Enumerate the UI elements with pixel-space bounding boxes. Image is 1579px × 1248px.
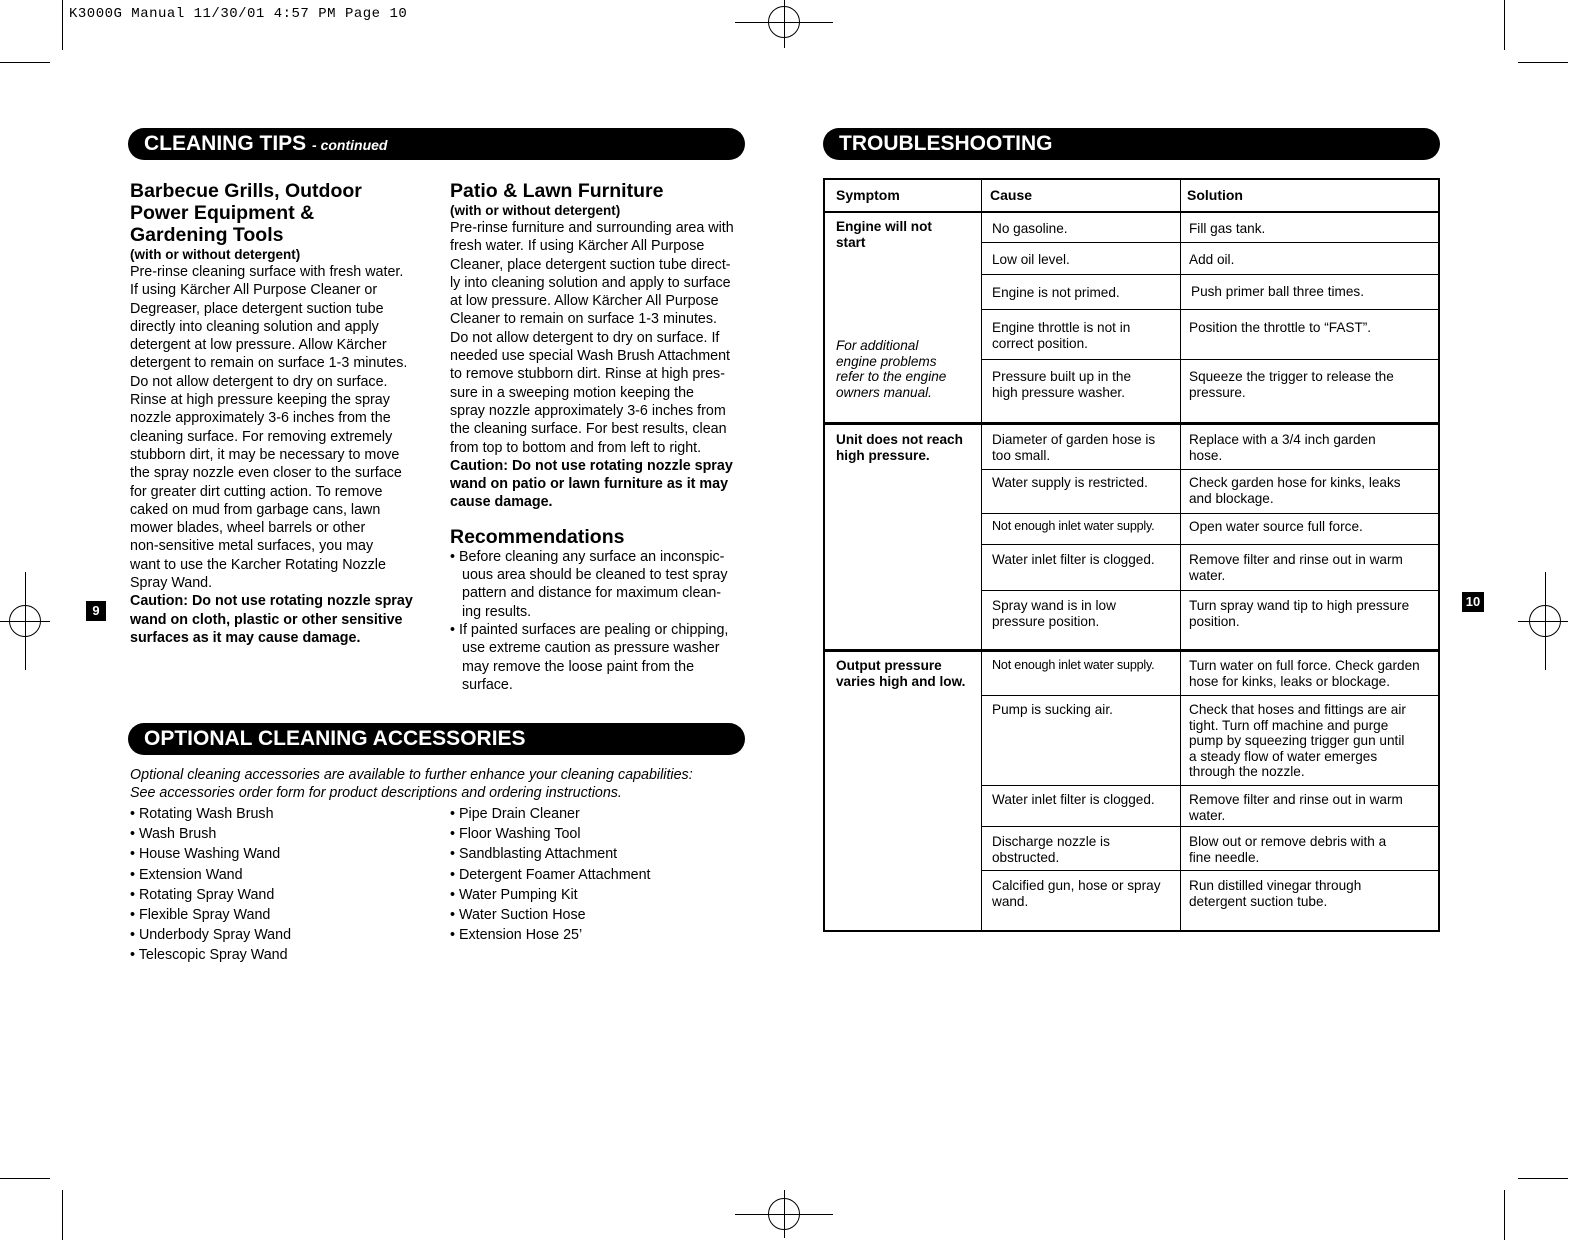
list-item: • Floor Washing Tool <box>450 826 581 843</box>
header-symptom: Symptom <box>836 187 900 203</box>
symptom-engine-will-not-start: Engine will not start <box>836 219 932 250</box>
list-item: • Water Suction Hose <box>450 907 586 924</box>
bbq-heading: Barbecue Grills, Outdoor Power Equipment & Gardening Tools <box>130 180 362 246</box>
banner-title: CLEANING TIPS <box>144 132 307 155</box>
list-item: • Telescopic Spray Wand <box>130 947 288 964</box>
cause-cell: Water inlet filter is clogged. <box>992 792 1155 807</box>
list-item: • Rotating Wash Brush <box>130 806 274 822</box>
list-item: • Underbody Spray Wand <box>130 927 292 944</box>
header-cause: Cause <box>990 187 1033 203</box>
symptom-unit-does-not-reach-high-pressure: Unit does not reach high pressure. <box>836 432 963 463</box>
cause-cell: No gasoline. <box>992 221 1068 236</box>
cause-cell: Water supply is restricted. <box>992 475 1148 490</box>
symptom-output-pressure-varies: Output pressure varies high and low. <box>836 658 966 689</box>
solution-cell: Open water source full force. <box>1189 519 1363 534</box>
cause-cell: Spray wand is in low pressure position. <box>992 598 1116 629</box>
solution-cell: Check that hoses and fittings are air tight. Turn off machine and purge pump by squeezing trigger gun until a steady flow of water emerges through the nozzle. <box>1189 702 1406 780</box>
cause-cell: Low oil level. <box>992 252 1070 267</box>
list-item: • Detergent Foamer Attachment <box>450 866 651 883</box>
cause-cell: Water inlet filter is clogged. <box>992 552 1155 567</box>
list-item: • Sandblasting Attachment <box>450 846 618 863</box>
accessories-list-left <box>130 804 430 966</box>
cleaning-tips-banner <box>128 128 745 160</box>
recommendations-heading: Recommendations <box>450 525 625 548</box>
solution-cell: Remove filter and rinse out in warm water. <box>1189 552 1403 583</box>
troubleshooting-table <box>823 178 1440 932</box>
patio-heading: Patio & Lawn Furniture <box>450 180 664 202</box>
solution-cell: Add oil. <box>1189 252 1235 267</box>
bbq-subheading: (with or without detergent) <box>130 247 301 262</box>
list-item: • Wash Brush <box>130 826 217 843</box>
list-item: • Extension Hose 25’ <box>450 927 583 944</box>
cause-cell: Not enough inlet water supply. <box>992 519 1155 533</box>
accessories-intro: Optional cleaning accessories are available to further enhance your cleaning capabilities: See accessories order form for product descriptions and ordering instructions. <box>130 767 693 802</box>
cause-cell: Pressure built up in the high pressure washer. <box>992 369 1132 400</box>
bbq-caution: Caution: Do not use rotating nozzle spray wand on cloth, plastic or other sensitive surfaces as it may cause damage. <box>130 593 413 646</box>
bbq-section <box>130 180 430 647</box>
list-item: • Extension Wand <box>130 866 243 883</box>
list-item: • Rotating Spray Wand <box>130 886 275 903</box>
patio-section <box>450 180 750 694</box>
print-slug: K3000G Manual 11/30/01 4:57 PM Page 10 <box>69 6 408 22</box>
solution-cell: Check garden hose for kinks, leaks and blockage. <box>1189 475 1401 506</box>
solution-cell: Turn water on full force. Check garden hose for kinks, leaks or blockage. <box>1189 658 1420 689</box>
solution-cell: Replace with a 3/4 inch garden hose. <box>1189 432 1376 463</box>
header-solution: Solution <box>1187 187 1243 203</box>
cause-cell: Engine throttle is not in correct position. <box>992 320 1131 351</box>
accessories-banner: OPTIONAL CLEANING ACCESSORIES <box>128 723 745 755</box>
solution-cell: Turn spray wand tip to high pressure position. <box>1189 598 1410 629</box>
list-item: • House Washing Wand <box>130 846 281 863</box>
solution-cell: Remove filter and rinse out in warm water. <box>1189 792 1403 823</box>
patio-caution: Caution: Do not use rotating nozzle spray wand on patio or lawn furniture as it may cause damage. <box>450 457 733 511</box>
page-number-left: 9 <box>86 601 106 621</box>
solution-cell: Push primer ball three times. <box>1191 284 1365 299</box>
engine-note: For additional engine problems refer to the engine owners manual. <box>836 338 947 400</box>
list-item: • Pipe Drain Cleaner <box>450 806 580 822</box>
cause-cell: Engine is not primed. <box>992 285 1120 300</box>
bbq-body: Pre-rinse cleaning surface with fresh water. If using Kärcher All Purpose Cleaner or Degreaser, place detergent suction tube directly into cleaning solution and apply detergent at low pressure. Allow Kärcher detergent to remain on surface 1-3 minutes. Do not allow detergent to dry on surface. Rinse at high pressure keeping the spray nozzle approximately 3-6 inches from the cleaning surface. For removing extremely stubborn dirt, it may be necessary to move the spray nozzle even closer to the surface for greater dirt cutting action. To remove caked on mud from garbage cans, lawn mower blades, wheel barrels or other non-sensitive metal surfaces, you may want to use the Karcher Rotating Nozzle Spray Wand. <box>130 264 408 592</box>
solution-cell: Position the throttle to “FAST”. <box>1189 320 1372 335</box>
list-item: • Water Pumping Kit <box>450 886 578 903</box>
cause-cell: Discharge nozzle is obstructed. <box>992 834 1110 865</box>
cause-cell: Calcified gun, hose or spray wand. <box>992 878 1161 909</box>
page-number-right: 10 <box>1462 592 1484 612</box>
cause-cell: Pump is sucking air. <box>992 702 1113 717</box>
patio-subheading: (with or without detergent) <box>450 203 621 218</box>
troubleshooting-banner: TROUBLESHOOTING <box>823 128 1440 160</box>
solution-cell: Squeeze the trigger to release the pressure. <box>1189 369 1394 400</box>
solution-cell: Run distilled vinegar through detergent suction tube. <box>1189 878 1362 909</box>
accessories-list-right <box>450 804 750 945</box>
banner-suffix: - continued <box>312 137 388 153</box>
solution-cell: Blow out or remove debris with a fine needle. <box>1189 834 1387 865</box>
list-item: • Flexible Spray Wand <box>130 907 271 924</box>
patio-body: Pre-rinse furniture and surrounding area with fresh water. If using Kärcher All Purpose Cleaner, place detergent suction tube direct- ly into cleaning solution and apply to surface at low pressure. Allow Kärcher All Purpose Cleaner to remain on surface 1-3 minutes. Do not allow detergent to dry on surface. If needed use special Wash Brush Attachment to remove stubborn dirt. Rinse at high pres- sure in a sweeping motion keeping the spray nozzle approximately 3-6 inches from the cleaning surface. For best results, clean from top to bottom and from left to right. <box>450 220 734 456</box>
cause-cell: Not enough inlet water supply. <box>992 658 1155 672</box>
cause-cell: Diameter of garden hose is too small. <box>992 432 1156 463</box>
recommendation-bullet-2: • If painted surfaces are pealing or chipping, use extreme caution as pressure washer may remove the loose paint from the surface. <box>450 621 729 693</box>
solution-cell: Fill gas tank. <box>1189 221 1266 236</box>
recommendation-bullet-1: • Before cleaning any surface an inconspic- uous area should be cleaned to test spray pattern and distance for maximum clean- ing results. <box>450 548 728 620</box>
